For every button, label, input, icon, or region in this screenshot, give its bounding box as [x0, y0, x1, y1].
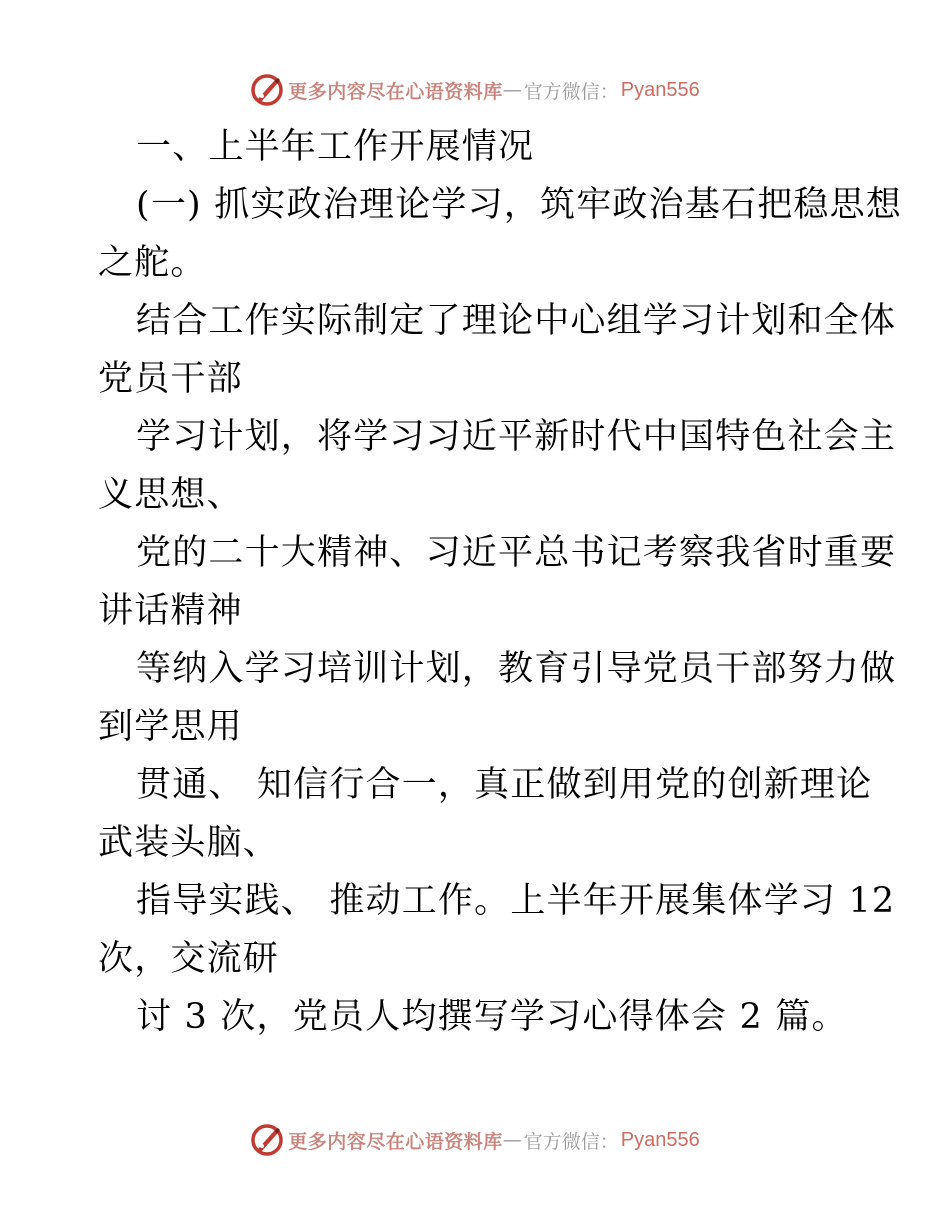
watermark-brand: 更多内容尽在心语资料库 [288, 80, 503, 103]
pen-logo-icon [250, 1123, 284, 1157]
text-line: 等纳入学习培训计划，教育引导党员干部努力做 [136, 649, 897, 689]
text-line: 指导实践、 推动工作。上半年开展集体学习 12 [136, 881, 896, 921]
text-line: 学习计划，将学习习近平新时代中国特色社会主 [136, 417, 897, 457]
text-line: 到学思用 [98, 707, 243, 747]
subsection-heading: (一) 抓实政治理论学习，筑牢政治基石把稳思想 [136, 185, 903, 225]
footer-watermark [0, 1120, 950, 1160]
watermark-wechat-label: 官方微信： [523, 1130, 619, 1153]
text-line: 党员干部 [98, 359, 243, 399]
watermark-wechat-label: 官方微信： [523, 80, 619, 103]
watermark-wechat-id: Pyan556 [620, 1128, 700, 1151]
section-heading: 一、上半年工作开展情况 [136, 127, 535, 167]
watermark-separator: — [502, 1129, 522, 1151]
text-line: 义思想、 [98, 475, 243, 515]
watermark-brand: 更多内容尽在心语资料库 [288, 1130, 503, 1153]
text-line: 贯通、 知信行合一，真正做到用党的创新理论 [136, 765, 873, 805]
text-line: 结合工作实际制定了理论中心组学习计划和全体 [136, 301, 897, 341]
header-watermark [0, 70, 950, 110]
watermark-wechat-id: Pyan556 [620, 78, 700, 101]
pen-logo-icon [250, 73, 284, 107]
text-line: 党的二十大精神、习近平总书记考察我省时重要 [136, 533, 897, 573]
text-line: 讲话精神 [98, 591, 243, 631]
text-line: 讨 3 次，党员人均撰写学习心得体会 2 篇。 [136, 997, 848, 1037]
text-line: 之舵。 [98, 243, 207, 283]
text-line: 武装头脑、 [98, 823, 280, 863]
document-body [98, 118, 903, 1046]
watermark-separator: — [502, 79, 522, 101]
text-line: 次，交流研 [98, 939, 280, 979]
